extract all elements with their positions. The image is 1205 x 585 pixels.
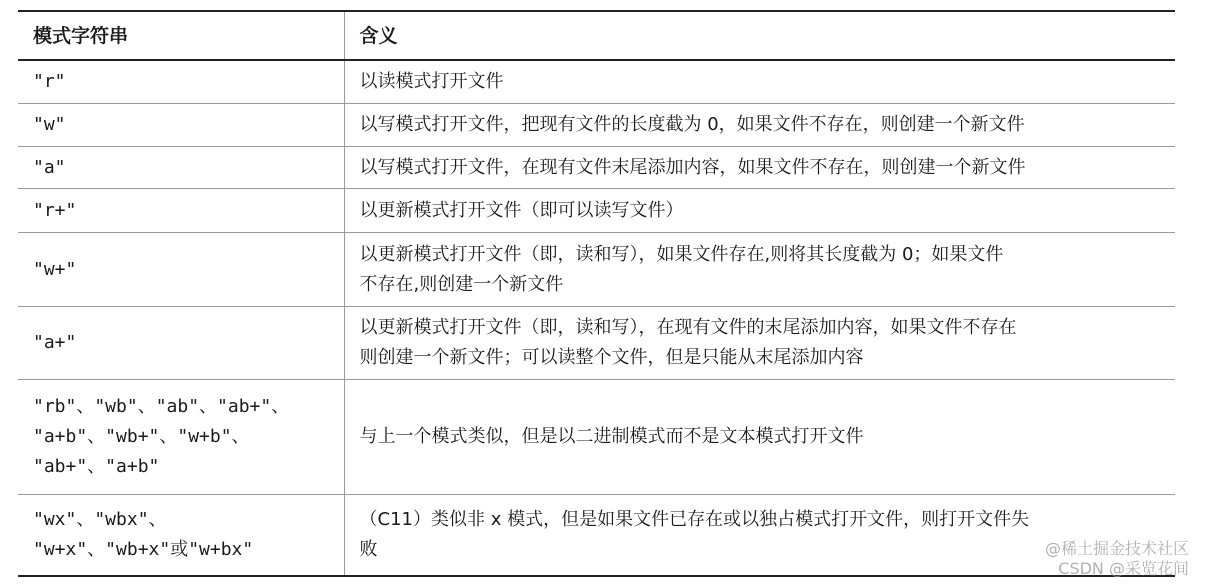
header-meaning: 含义 xyxy=(344,11,1175,60)
mode-cell: "a" xyxy=(18,147,344,189)
meaning-cell: 与上一个模式类似，但是以二进制模式而不是文本模式打开文件 xyxy=(344,380,1175,495)
mode-cell: "r+" xyxy=(18,189,344,233)
meaning-cell: 以更新模式打开文件（即，读和写），如果文件存在,则将其长度截为 0；如果文件 不存在,则创建一个新文件 xyxy=(344,233,1175,307)
meaning-cell: （C11）类似非 x 模式，但是如果文件已存在或以独占模式打开文件，则打开文件失 败 xyxy=(344,495,1175,577)
table-row xyxy=(18,147,1175,189)
meaning-cell: 以写模式打开文件，把现有文件的长度截为 0，如果文件不存在，则创建一个新文件 xyxy=(344,104,1175,147)
page xyxy=(18,0,1175,585)
table-row xyxy=(18,380,1175,495)
mode-cell: "w+" xyxy=(18,233,344,307)
table-header-row xyxy=(18,11,1175,60)
meaning-cell: 以读模式打开文件 xyxy=(344,60,1175,104)
mode-cell: "r" xyxy=(18,60,344,104)
meaning-cell: 以更新模式打开文件（即可以读写文件） xyxy=(344,189,1175,233)
mode-cell: "rb"、"wb"、"ab"、"ab+"、 "a+b"、"wb+"、"w+b"、 "ab+"、"a+b" xyxy=(18,380,344,495)
mode-cell: "wx"、"wbx"、 "w+x"、"wb+x"或"w+bx" xyxy=(18,495,344,577)
mode-cell: "a+" xyxy=(18,307,344,380)
watermark-csdn: CSDN @采览花间 xyxy=(1058,559,1189,578)
table-row xyxy=(18,495,1175,577)
meaning-cell: 以写模式打开文件，在现有文件末尾添加内容，如果文件不存在，则创建一个新文件 xyxy=(344,147,1175,189)
table-row xyxy=(18,233,1175,307)
table-row xyxy=(18,189,1175,233)
table-row xyxy=(18,104,1175,147)
watermark xyxy=(1045,539,1189,579)
mode-cell: "w" xyxy=(18,104,344,147)
table-row xyxy=(18,60,1175,104)
header-mode-string: 模式字符串 xyxy=(18,11,344,60)
table-row xyxy=(18,307,1175,380)
meaning-cell: 以更新模式打开文件（即，读和写），在现有文件的末尾添加内容，如果文件不存在 则创建一个新文件；可以读整个文件，但是只能从末尾添加内容 xyxy=(344,307,1175,380)
file-mode-table xyxy=(18,10,1175,577)
watermark-juejin: @稀土掘金技术社区 xyxy=(1044,539,1189,558)
